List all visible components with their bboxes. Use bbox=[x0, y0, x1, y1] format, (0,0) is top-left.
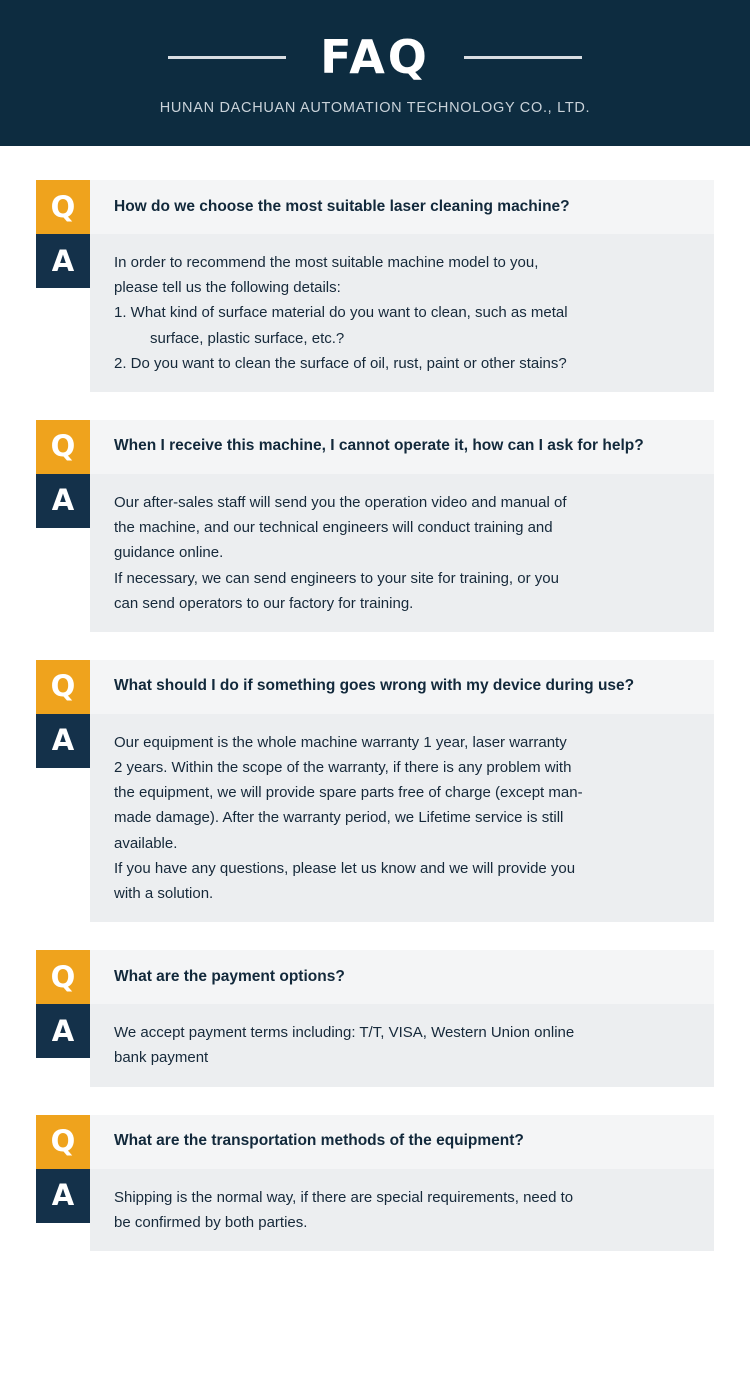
answer-badge-column bbox=[36, 1169, 90, 1223]
answer-line: guidance online. bbox=[114, 544, 224, 562]
question-text: How do we choose the most suitable laser cleaning machine? bbox=[90, 180, 714, 234]
page-header bbox=[0, 0, 750, 146]
faq-item bbox=[36, 950, 714, 1086]
answer-line: please tell us the following details: bbox=[114, 279, 341, 297]
answer-line: 1. What kind of surface material do you want to clean, such as metal bbox=[114, 304, 568, 322]
faq-answer-row bbox=[36, 1004, 714, 1086]
answer-line: In order to recommend the most suitable machine model to you, bbox=[114, 254, 539, 271]
faq-item bbox=[36, 420, 714, 632]
faq-question-row[interactable] bbox=[36, 950, 714, 1004]
faq-answer-row bbox=[36, 1169, 714, 1251]
answer-line: available. bbox=[114, 834, 178, 852]
faq-question-row[interactable] bbox=[36, 660, 714, 714]
answer-badge-column bbox=[36, 1004, 90, 1058]
page-title: FAQ bbox=[320, 30, 430, 84]
answer-line: be confirmed by both parties. bbox=[114, 1213, 308, 1231]
answer-text bbox=[90, 474, 714, 632]
question-text: When I receive this machine, I cannot operate it, how can I ask for help? bbox=[90, 420, 714, 474]
faq-answer-row bbox=[36, 234, 714, 392]
answer-line: Our equipment is the whole machine warranty 1 year, laser warranty bbox=[114, 733, 567, 751]
answer-text bbox=[90, 1004, 714, 1086]
faq-question-row[interactable] bbox=[36, 420, 714, 474]
header-title-row bbox=[168, 30, 582, 84]
page-footer-spacer bbox=[36, 1279, 714, 1349]
answer-text bbox=[90, 234, 714, 392]
answer-line: If you have any questions, please let us know and we will provide you bbox=[114, 859, 576, 877]
answer-line: can send operators to our factory for training. bbox=[114, 594, 414, 612]
answer-line: We accept payment terms including: T/T, VISA, Western Union online bbox=[114, 1024, 575, 1042]
question-badge: Q bbox=[36, 1115, 90, 1169]
question-badge: Q bbox=[36, 950, 90, 1004]
answer-line: the equipment, we will provide spare parts free of charge (except man- bbox=[114, 784, 583, 802]
answer-badge: A bbox=[36, 234, 90, 288]
faq-answer-row bbox=[36, 714, 714, 922]
answer-badge: A bbox=[36, 1004, 90, 1058]
answer-line: 2. Do you want to clean the surface of oil, rust, paint or other stains? bbox=[114, 354, 567, 372]
answer-line: with a solution. bbox=[114, 885, 214, 902]
faq-item bbox=[36, 660, 714, 922]
company-name: HUNAN DACHUAN AUTOMATION TECHNOLOGY CO., LTD. bbox=[159, 100, 591, 116]
header-rule-right bbox=[464, 56, 582, 59]
answer-text bbox=[90, 714, 714, 922]
answer-line: If necessary, we can send engineers to your site for training, or you bbox=[114, 569, 559, 587]
answer-line: Our after-sales staff will send you the operation video and manual of bbox=[114, 493, 567, 511]
question-text: What are the transportation methods of the equipment? bbox=[90, 1115, 714, 1169]
answer-line: surface, plastic surface, etc.? bbox=[150, 329, 345, 347]
faq-list bbox=[0, 146, 750, 1349]
answer-badge-column bbox=[36, 474, 90, 528]
faq-item bbox=[36, 180, 714, 392]
faq-question-row[interactable] bbox=[36, 180, 714, 234]
faq-item bbox=[36, 1115, 714, 1251]
answer-text bbox=[90, 1169, 714, 1251]
answer-badge-column bbox=[36, 234, 90, 288]
answer-badge: A bbox=[36, 1169, 90, 1223]
question-badge: Q bbox=[36, 180, 90, 234]
answer-badge: A bbox=[36, 714, 90, 768]
faq-answer-row bbox=[36, 474, 714, 632]
answer-line: the machine, and our technical engineers will conduct training and bbox=[114, 519, 553, 537]
question-text: What should I do if something goes wrong with my device during use? bbox=[90, 660, 714, 714]
answer-line: made damage). After the warranty period, we Lifetime service is still bbox=[114, 809, 564, 827]
question-text: What are the payment options? bbox=[90, 950, 714, 1004]
faq-question-row[interactable] bbox=[36, 1115, 714, 1169]
question-badge: Q bbox=[36, 660, 90, 714]
answer-line: 2 years. Within the scope of the warranty, if there is any problem with bbox=[114, 759, 572, 777]
answer-line: Shipping is the normal way, if there are special requirements, need to bbox=[114, 1188, 574, 1206]
header-rule-left bbox=[168, 56, 286, 59]
answer-badge: A bbox=[36, 474, 90, 528]
answer-line: bank payment bbox=[114, 1049, 209, 1067]
question-badge: Q bbox=[36, 420, 90, 474]
answer-badge-column bbox=[36, 714, 90, 768]
